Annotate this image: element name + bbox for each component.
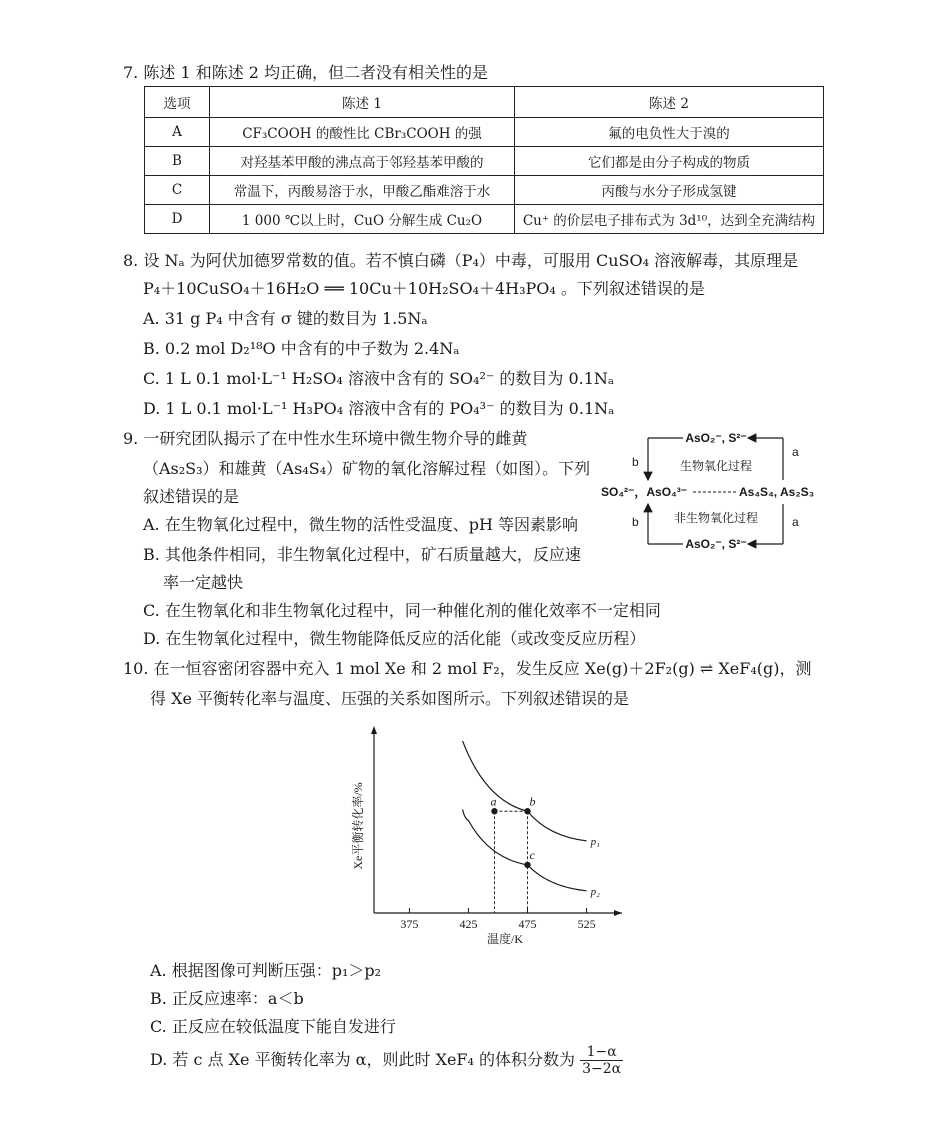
x-tick-label: 375 [400,917,419,931]
row-label: B [145,147,210,176]
statement-1: CF₃COOH 的酸性比 CBr₃COOH 的强 [210,118,515,147]
x-tick-label: 525 [577,917,596,931]
oxidation-cycle-diagram [598,424,830,556]
header-statement-1: 陈述 1 [210,87,515,118]
table-row [145,147,824,176]
q8-stem-line2: P₄＋10CuSO₄＋16H₂O ══ 10Cu＋10H₂SO₄＋4H₃PO₄ 。下列叙述错误的是 [143,279,705,298]
q10-option-c: C. 正反应在较低温度下能自发进行 [150,1017,396,1036]
label-a-lower: a [792,515,799,529]
q8-option-c: C. 1 L 0.1 mol·L⁻¹ H₂SO₄ 溶液中含有的 SO₄²⁻ 的数目为 0.1Nₐ [143,369,615,388]
statement-1: 对羟基苯甲酸的沸点高于邻羟基苯甲酸的 [210,147,515,176]
header-statement-2: 陈述 2 [515,87,824,118]
statement-1: 常温下，丙酸易溶于水，甲酸乙酯难溶于水 [210,176,515,205]
y-axis-label: Xe平衡转化率/% [351,782,365,870]
point-a [491,808,497,814]
label-b-lower: b [632,515,639,529]
series-line [463,809,587,890]
fraction [580,1044,623,1077]
q9-option-c: C. 在生物氧化和非生物氧化过程中，同一种催化剂的催化效率不一定相同 [143,601,661,620]
q9-stem-line3: 叙述错误的是 [143,487,240,506]
q9-option-b-line1: B. 其他条件相同，非生物氧化过程中，矿石质量越大，反应速 [143,545,581,564]
q9-stem-line1: 9. 一研究团队揭示了在中性水生环境中微生物介导的雌黄 [123,429,528,448]
series-label: p₁ [590,835,600,848]
y-axis-arrow [371,726,377,734]
xe-conversion-chart [340,716,640,948]
table-row [145,118,824,147]
row-label: A [145,118,210,147]
statement-2: 氟的电负性大于溴的 [515,118,824,147]
point-label-a: a [490,794,497,809]
statement-1: 1 000 ℃以上时，CuO 分解生成 Cu₂O [210,205,515,234]
q7-table [144,86,824,234]
point-b [524,808,530,814]
right-species: As₄S₄, As₂S₃ [739,485,815,499]
point-c [524,862,530,868]
bio-oxidation-label: 生物氧化过程 [679,459,753,473]
q10-stem-line1: 10. 在一恒容密闭容器中充入 1 mol Xe 和 2 mol F₂，发生反应 Xe(g)＋2F₂(g) ⇌ XeF₄(g)，测 [123,659,812,678]
point-label-c: c [529,847,535,862]
q10-option-b: B. 正反应速率：a＜b [150,989,304,1008]
x-axis-arrow [614,910,622,916]
series-curves [463,741,601,898]
row-label: C [145,176,210,205]
bottom-species: AsO₂⁻, S²⁻ [685,537,747,551]
statement-2: 丙酸与水分子形成氢键 [515,176,824,205]
x-tick-label: 425 [459,917,478,931]
q9-option-d: D. 在生物氧化过程中，微生物能降低反应的活化能（或改变反应历程） [143,629,646,648]
statement-2: 它们都是由分子构成的物质 [515,147,824,176]
q9-option-b-line2: 率一定越快 [163,573,244,592]
point-label-b: b [529,794,536,809]
q8-option-b: B. 0.2 mol D₂¹⁸O 中含有的中子数为 2.4Nₐ [143,339,460,358]
q10-option-d [150,1044,623,1077]
x-axis-label: 温度/K [486,932,524,946]
q10-option-d-text: D. 若 c 点 Xe 平衡转化率为 α，则此时 XeF₄ 的体积分数为 [150,1050,576,1070]
q9-option-a: A. 在生物氧化过程中，微生物的活性受温度、pH 等因素影响 [143,515,579,534]
x-ticks [400,908,595,931]
q10-stem-line2: 得 Xe 平衡转化率与温度、压强的关系如图所示。下列叙述错误的是 [150,689,630,708]
fraction-denominator: 3−2α [582,1061,622,1078]
header-option: 选项 [145,87,210,118]
top-species: AsO₂⁻, S²⁻ [685,431,747,445]
table-header-row [145,87,824,118]
statement-2: Cu⁺ 的价层电子排布式为 3d¹⁰，达到全充满结构 [515,205,824,234]
x-tick-label: 475 [518,917,537,931]
q8-option-a: A. 31 g P₄ 中含有 σ 键的数目为 1.5Nₐ [143,309,428,328]
q9-stem-line2: （As₂S₃）和雄黄（As₄S₄）矿物的氧化溶解过程（如图）。下列 [143,459,591,478]
dashed-guides [494,811,527,913]
row-label: D [145,205,210,234]
series-label: p₂ [590,885,600,898]
fraction-numerator: 1−α [580,1044,623,1061]
q8-stem-line1: 8. 设 Nₐ 为阿伏加德罗常数的值。若不慎白磷（P₄）中毒，可服用 CuSO₄ 溶液解毒，其原理是 [123,251,799,270]
q7-stem: 7. 陈述 1 和陈述 2 均正确，但二者没有相关性的是 [123,63,489,82]
abio-oxidation-label: 非生物氧化过程 [673,511,759,525]
label-b-upper: b [632,455,639,469]
left-species: SO₄²⁻，AsO₄³⁻ [601,485,688,499]
label-a-upper: a [792,445,799,459]
q10-option-a: A. 根据图像可判断压强：p₁＞p₂ [150,961,382,980]
table-row [145,176,824,205]
table-row [145,205,824,234]
q8-option-d: D. 1 L 0.1 mol·L⁻¹ H₃PO₄ 溶液中含有的 PO₄³⁻ 的数目为 0.1Nₐ [143,399,615,418]
series-line [463,741,587,841]
